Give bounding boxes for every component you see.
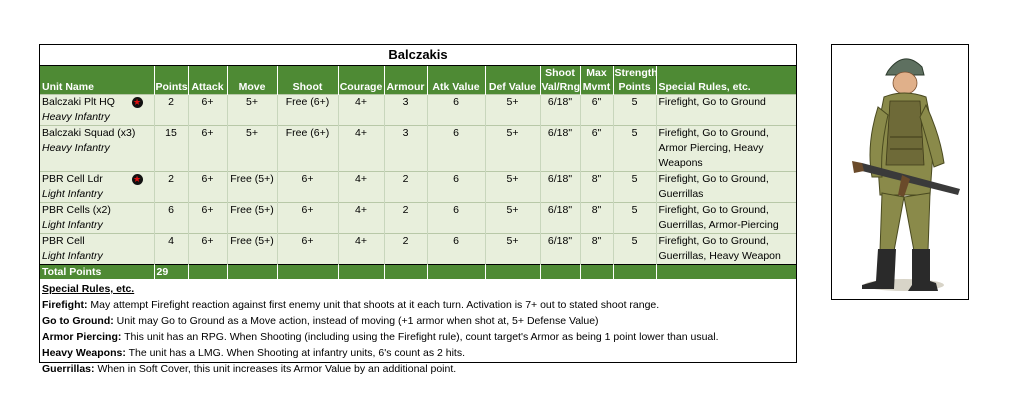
unit-name bbox=[42, 95, 152, 110]
total-empty bbox=[580, 265, 613, 280]
rule-armor-piercing bbox=[42, 329, 794, 345]
shoot-cell: Free (6+) bbox=[277, 126, 338, 172]
unit-roster-sheet bbox=[39, 44, 797, 375]
col-points: Points bbox=[154, 66, 188, 95]
leader-star-icon: ★ bbox=[132, 174, 142, 184]
points-cell: 4 bbox=[154, 234, 188, 265]
soldier-figure-icon bbox=[832, 45, 968, 299]
strength-cell: 5 bbox=[613, 95, 656, 126]
move-cell: Free (5+) bbox=[227, 203, 277, 234]
armour-cell: 2 bbox=[384, 234, 427, 265]
col-move: Move bbox=[227, 66, 277, 95]
total-empty bbox=[540, 265, 580, 280]
atk-value-cell: 6 bbox=[427, 172, 485, 203]
col-unit-name: Unit Name bbox=[40, 66, 154, 95]
shoot-val-cell: 6/18" bbox=[540, 203, 580, 234]
atk-value-cell: 6 bbox=[427, 203, 485, 234]
table-row bbox=[40, 172, 796, 203]
special-rules-header: Special Rules, etc. bbox=[42, 283, 135, 295]
courage-cell: 4+ bbox=[338, 172, 384, 203]
unit-name-cell bbox=[40, 234, 154, 265]
unit-name: Balczaki Squad (x3) bbox=[42, 127, 136, 139]
special-rules-cell: Firefight, Go to Ground, Guerrillas, Armor-Piercing bbox=[656, 203, 796, 234]
shoot-val-cell: 6/18" bbox=[540, 95, 580, 126]
def-value-cell: 5+ bbox=[485, 172, 540, 203]
atk-value-cell: 6 bbox=[427, 234, 485, 265]
special-rules-cell: Firefight, Go to Ground, Guerrillas, Heavy Weapon bbox=[656, 234, 796, 265]
atk-value-cell: 6 bbox=[427, 95, 485, 126]
def-value-cell: 5+ bbox=[485, 234, 540, 265]
unit-type: Light Infantry bbox=[42, 188, 103, 200]
shoot-cell: 6+ bbox=[277, 172, 338, 203]
attack-cell: 6+ bbox=[188, 234, 227, 265]
total-points-value: 29 bbox=[154, 265, 188, 280]
shoot-cell: 6+ bbox=[277, 203, 338, 234]
rule-text: When in Soft Cover, this unit increases its Armor Value by an additional point. bbox=[94, 363, 457, 375]
shoot-val-cell: 6/18" bbox=[540, 172, 580, 203]
col-shoot: Shoot bbox=[277, 66, 338, 95]
rule-text: The unit has a LMG. When Shooting at infantry units, 6's count as 2 hits. bbox=[125, 347, 466, 359]
def-value-cell: 5+ bbox=[485, 203, 540, 234]
unit-name bbox=[42, 172, 152, 187]
col-special-rules: Special Rules, etc. bbox=[656, 66, 796, 95]
attack-cell: 6+ bbox=[188, 95, 227, 126]
def-value-cell: 5+ bbox=[485, 126, 540, 172]
strength-cell: 5 bbox=[613, 234, 656, 265]
col-max-mvmt: Max Mvmt bbox=[580, 66, 613, 95]
col-shoot-val-rng: Shoot Val/Rng bbox=[541, 67, 581, 93]
def-value-cell: 5+ bbox=[485, 95, 540, 126]
strength-cell: 5 bbox=[613, 126, 656, 172]
shoot-cell: 6+ bbox=[277, 234, 338, 265]
move-cell: Free (5+) bbox=[227, 234, 277, 265]
rule-name: Guerrillas: bbox=[42, 363, 95, 375]
move-cell: 5+ bbox=[227, 95, 277, 126]
armour-cell: 2 bbox=[384, 172, 427, 203]
attack-cell: 6+ bbox=[188, 172, 227, 203]
total-empty bbox=[613, 265, 656, 280]
special-rules-cell: Firefight, Go to Ground, Guerrillas bbox=[656, 172, 796, 203]
special-rules-cell: Firefight, Go to Ground, Armor Piercing, Heavy Weapons bbox=[656, 126, 796, 172]
attack-cell: 6+ bbox=[188, 203, 227, 234]
leader-star-icon: ★ bbox=[132, 97, 142, 107]
unit-type: Light Infantry bbox=[42, 219, 103, 231]
rule-heavy-weapons bbox=[42, 345, 794, 361]
unit-name-cell bbox=[40, 203, 154, 234]
shoot-cell: Free (6+) bbox=[277, 95, 338, 126]
courage-cell: 4+ bbox=[338, 95, 384, 126]
rule-text: This unit has an RPG. When Shooting (including using the Firefight rule), count target's Armor as being 1 point lower than usual. bbox=[121, 331, 719, 343]
rule-go-to-ground bbox=[42, 313, 794, 329]
col-def-value: Def Value bbox=[485, 66, 540, 95]
col-atk-value: Atk Value bbox=[427, 66, 485, 95]
max-mvmt-cell: 8" bbox=[580, 203, 613, 234]
shoot-val-cell: 6/18" bbox=[540, 234, 580, 265]
strength-cell: 5 bbox=[613, 203, 656, 234]
move-cell: Free (5+) bbox=[227, 172, 277, 203]
col-strength-points: Strength Points bbox=[614, 67, 658, 93]
col-armour: Armour bbox=[384, 66, 427, 95]
unit-type: Heavy Infantry bbox=[42, 111, 110, 123]
special-rules-section bbox=[40, 279, 796, 377]
unit-name: PBR Cell bbox=[42, 235, 85, 247]
move-cell: 5+ bbox=[227, 126, 277, 172]
unit-type: Heavy Infantry bbox=[42, 142, 110, 154]
total-empty bbox=[338, 265, 384, 280]
col-courage: Courage bbox=[338, 66, 384, 95]
points-cell: 15 bbox=[154, 126, 188, 172]
total-label: Total Points bbox=[40, 265, 154, 280]
total-empty bbox=[384, 265, 427, 280]
stats-table bbox=[40, 66, 796, 279]
points-cell: 6 bbox=[154, 203, 188, 234]
unit-type: Light Infantry bbox=[42, 250, 103, 262]
max-mvmt-cell: 8" bbox=[580, 234, 613, 265]
unit-name-cell bbox=[40, 126, 154, 172]
armour-cell: 2 bbox=[384, 203, 427, 234]
unit-name-cell bbox=[40, 95, 154, 126]
total-empty bbox=[656, 265, 796, 280]
table-row bbox=[40, 95, 796, 126]
total-empty bbox=[227, 265, 277, 280]
armour-cell: 3 bbox=[384, 95, 427, 126]
table-row bbox=[40, 203, 796, 234]
table-row bbox=[40, 234, 796, 265]
total-empty bbox=[485, 265, 540, 280]
strength-cell: 5 bbox=[613, 172, 656, 203]
rule-guerrillas bbox=[42, 361, 794, 377]
rule-text: May attempt Firefight reaction against first enemy unit that shoots at it each turn. Activation is 7+ out to stated shoot range. bbox=[87, 299, 660, 311]
unit-name-cell bbox=[40, 172, 154, 203]
soldier-illustration bbox=[831, 44, 969, 300]
table-header-row bbox=[40, 66, 796, 95]
attack-cell: 6+ bbox=[188, 126, 227, 172]
shoot-val-cell: 6/18" bbox=[540, 126, 580, 172]
atk-value-cell: 6 bbox=[427, 126, 485, 172]
table-row bbox=[40, 126, 796, 172]
total-empty bbox=[188, 265, 227, 280]
roster-title: Balczakis bbox=[40, 45, 796, 66]
rule-name: Heavy Weapons: bbox=[42, 347, 126, 359]
rule-name: Firefight: bbox=[42, 299, 88, 311]
unit-name-text: PBR Cell Ldr bbox=[42, 173, 103, 185]
armour-cell: 3 bbox=[384, 126, 427, 172]
points-cell: 2 bbox=[154, 172, 188, 203]
max-mvmt-cell: 6" bbox=[580, 126, 613, 172]
points-cell: 2 bbox=[154, 95, 188, 126]
rule-text: Unit may Go to Ground as a Move action, instead of moving (+1 armor when shot at, 5+ Defense Value) bbox=[113, 315, 599, 327]
rule-name: Go to Ground: bbox=[42, 315, 114, 327]
unit-rows bbox=[40, 95, 796, 280]
special-rules-cell: Firefight, Go to Ground bbox=[656, 95, 796, 126]
total-empty bbox=[277, 265, 338, 280]
courage-cell: 4+ bbox=[338, 234, 384, 265]
unit-name: PBR Cells (x2) bbox=[42, 204, 111, 216]
rule-firefight bbox=[42, 297, 794, 313]
rule-name: Armor Piercing: bbox=[42, 331, 122, 343]
total-empty bbox=[427, 265, 485, 280]
max-mvmt-cell: 8" bbox=[580, 172, 613, 203]
max-mvmt-cell: 6" bbox=[580, 95, 613, 126]
unit-name-text: Balczaki Plt HQ bbox=[42, 96, 115, 108]
courage-cell: 4+ bbox=[338, 203, 384, 234]
courage-cell: 4+ bbox=[338, 126, 384, 172]
col-attack: Attack bbox=[188, 66, 227, 95]
total-points-row bbox=[40, 265, 796, 280]
